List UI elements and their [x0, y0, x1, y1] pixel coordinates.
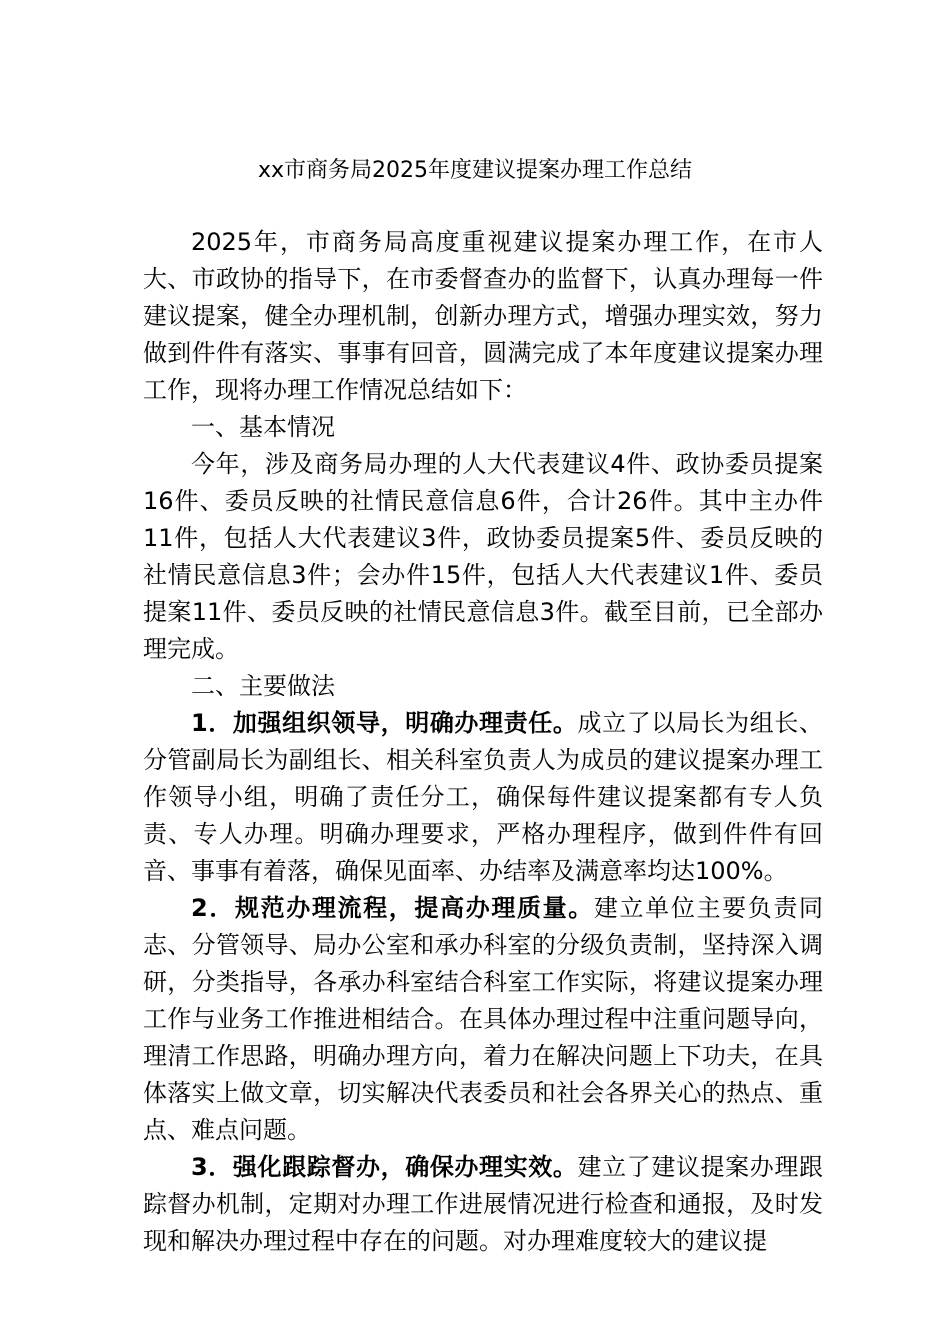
practice-item-1-lead: 1．加强组织领导，明确办理责任。	[191, 709, 578, 737]
section-heading-practices: 二、主要做法	[191, 672, 335, 700]
section-heading-basic: 一、基本情况	[191, 413, 335, 441]
practice-item-3-lead: 3．强化跟踪督办，确保办理实效。	[191, 1153, 578, 1181]
intro-paragraph: 2025年，市商务局高度重视建议提案办理工作，在市人大、市政协的指导下，在市委督查办的监督下，认真办理每一件建议提案，健全办理机制，创新办理方式，增强办理实效，努力做到件件有落实、事事有回音，圆满完成了本年度建议提案办理工作，现将办理工作情况总结如下：	[143, 228, 823, 404]
practice-item-2-text: 建立单位主要负责同志、分管领导、局办公室和承办科室的分级负责制，坚持深入调研，分类指导，各承办科室结合科室工作实际，将建议提案办理工作与业务工作推进相结合。在具体办理过程中注重问题导向，理清工作思路，明确办理方向，着力在解决问题上下功夫，在具体落实上做文章，切实解决代表委员和社会各界关心的热点、重点、难点问题。	[143, 894, 824, 1144]
practice-item-1	[143, 705, 823, 890]
document-title: xx市商务局2025年度建议提案办理工作总结	[257, 158, 693, 183]
basic-situation-paragraph: 今年，涉及商务局办理的人大代表建议4件、政协委员提案16件、委员反映的社情民意信息6件，合计26件。其中主办件11件，包括人大代表建议3件，政协委员提案5件、委员反映的社情民意信息3件；会办件15件，包括人大代表建议1件、委员提案11件、委员反映的社情民意信息3件。截至目前，已全部办理完成。	[143, 450, 823, 663]
practice-item-2-lead: 2．规范办理流程，提高办理质量。	[191, 894, 594, 922]
practice-item-2	[143, 890, 823, 1149]
practice-item-1-text: 成立了以局长为组长、分管副局长为副组长、相关科室负责人为成员的建议提案办理工作领导小组，明确了责任分工，确保每件建议提案都有专人负责、专人办理。明确办理要求，严格办理程序，做到件件有回音、事事有着落，确保见面率、办结率及满意率均达100%。	[143, 709, 824, 885]
practice-item-3	[143, 1149, 823, 1260]
document-body	[143, 224, 823, 1260]
practice-item-3-text: 建立了建议提案办理跟踪督办机制，定期对办理工作进展情况进行检查和通报，及时发现和解决办理过程中存在的问题。对办理难度较大的建议提	[143, 1153, 824, 1255]
